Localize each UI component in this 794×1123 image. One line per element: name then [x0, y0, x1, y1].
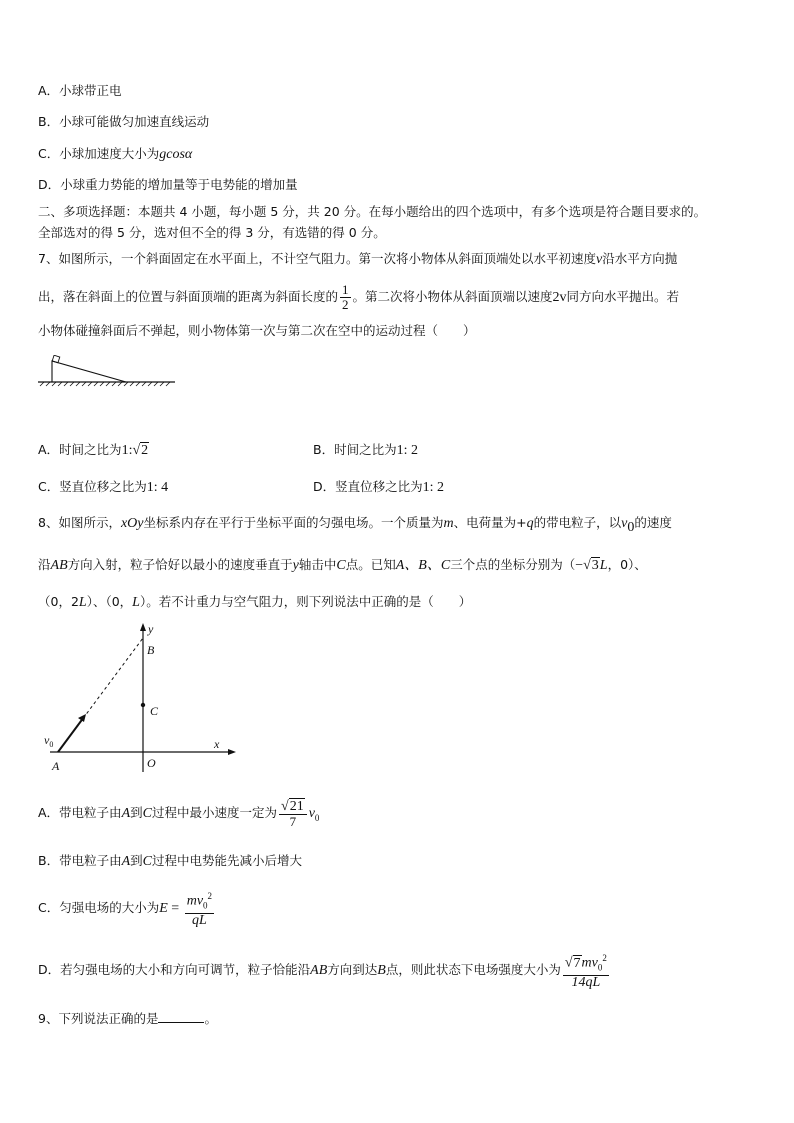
q8-line2: [38, 556, 647, 575]
c-label: C: [150, 704, 159, 718]
q8-abc: A、B、C: [395, 558, 451, 573]
q8-text-3b: ）、（0，: [86, 594, 133, 609]
q7-v: v: [595, 252, 603, 267]
q7-opt-d-math: 1: 2: [422, 480, 445, 495]
q7-opt-b-math: 1: 2: [396, 443, 418, 458]
q8-xoy: xOy: [120, 516, 144, 531]
x-label: x: [214, 737, 220, 751]
q7-line3: 小物体碰撞斜面后不弹起，则小物体第一次与第二次在空中的运动过程（ ）: [38, 323, 476, 338]
q8-ab: AB: [50, 558, 68, 573]
q7-opt-c-math: 1: 4: [146, 480, 169, 495]
q6-option-c: [38, 145, 192, 164]
q6-option-c-math: gcosα: [159, 147, 193, 162]
q8-text-2c: 轴击中: [298, 557, 337, 572]
q8-opt-c-fraction: $\frac{mv_0^2}{qL}$: [186, 891, 213, 928]
q7-line1: [38, 250, 677, 269]
q8-m: m: [443, 516, 454, 531]
q7-option-d: [313, 478, 444, 497]
q7-2v: 2v: [552, 290, 567, 305]
q6-option-b: B．小球可能做匀加速直线运动: [38, 114, 210, 129]
q8-opt-a-fraction: $\frac{√21}{7}$: [279, 799, 307, 829]
q7-frac-num: 1: [342, 282, 349, 297]
q8-text-1a: 8、如图所示，: [38, 515, 121, 530]
q8-text-1d: 的带电粒子，以: [533, 515, 622, 530]
q8-text-1b: 坐标系内存在平行于坐标平面的匀强电场。一个质量为: [143, 515, 444, 530]
q7-text-2c: 同方向水平抛出。若: [566, 289, 680, 304]
q8-text-2a: 沿: [38, 557, 51, 572]
q9-line: [38, 1010, 217, 1028]
q9-end: 。: [204, 1011, 217, 1026]
q7-fraction: [340, 283, 351, 312]
q8-coordinate-figure: [38, 620, 248, 775]
q8-v0-sub: 0: [627, 519, 635, 535]
q7-opt-a-radicand: 2: [141, 443, 149, 458]
q7-option-b: [313, 441, 418, 460]
q7-opt-c-text: C．竖直位移之比为: [38, 479, 147, 494]
section2-line2: 全部选对的得 5 分，选对但不全的得 3 分，有选错的得 0 分。: [38, 225, 386, 240]
q7-option-c: [38, 478, 168, 497]
q7-option-a: [38, 441, 149, 460]
section2-line1: 二、多项选择题：本题共 4 小题，每小题 5 分，共 20 分。在每小题给出的四个选项中，有多个选项是符合题目要求的。: [38, 204, 707, 219]
v0-label: $v_0$: [44, 733, 54, 749]
point-c: [141, 703, 145, 707]
q8-text-3a: （0，2: [38, 594, 79, 609]
q8-text-3c: ）。若不计重力与空气阻力，则下列说法中正确的是（ ）: [139, 594, 472, 609]
velocity-arrow: [58, 717, 84, 752]
q8-v0: $v_0$: [621, 516, 635, 535]
q9-text: 9、下列说法正确的是: [38, 1011, 159, 1026]
q7-opt-d-text: D．竖直位移之比为: [313, 479, 423, 494]
q7-text-2a: 出，落在斜面上的位置与斜面顶端的距离为斜面长度的: [38, 289, 339, 304]
q7-line2: [38, 282, 679, 313]
q6-option-a: A．小球带正电: [38, 83, 122, 98]
a-label: A: [52, 759, 60, 773]
q8-coord-a: −√3L: [575, 558, 608, 573]
ground-hatch: [40, 382, 170, 386]
q7-opt-a-text: A．时间之比为: [38, 442, 122, 457]
q8-text-2f: ，0）、: [607, 557, 647, 572]
q8-text-1c: 、电荷量为+: [453, 515, 527, 530]
q7-incline-figure: [38, 355, 178, 390]
q7-text-2b: 。第二次将小物体从斜面顶端以速度: [352, 289, 553, 304]
x-axis-arrow: [228, 749, 236, 755]
b-label: B: [147, 643, 155, 657]
q8-L1: L: [78, 595, 87, 610]
q8-line1: [38, 514, 672, 537]
q7-frac-den: 2: [342, 297, 349, 312]
q8-text-2e: 三个点的坐标分别为（: [450, 557, 576, 572]
q7-opt-a-sqrt: √2: [132, 443, 149, 458]
q8-option-a: A．带电粒子由A到C过程中最小速度一定为 $\frac{√21}{7}$ $v_0$: [38, 798, 320, 829]
q7-text-1a: 7、如图所示，一个斜面固定在水平面上，不计空气阻力。第一次将小物体从斜面顶端处以水平初速度: [38, 251, 596, 266]
q8-text-2d: 点。已知: [345, 557, 396, 572]
q8-option-b: B．带电粒子由A到C过程中电势能先减小后增大: [38, 853, 303, 869]
q7-opt-a-math: 1:: [121, 443, 133, 458]
q8-q: q: [526, 516, 534, 531]
q8-opt-d-fraction: $\frac{√7mv_0^2}{14qL}$: [564, 953, 607, 990]
q8-L2: L: [132, 595, 140, 610]
q8-text-2b: 方向入射，粒子恰好以最小的速度垂直于: [67, 557, 293, 572]
q7-text-1b: 沿水平方向抛: [602, 251, 678, 266]
q8-y: y: [292, 558, 299, 573]
q8-option-c: C．匀强电场的大小为E = $\frac{mv_0^2}{qL}$: [38, 891, 213, 928]
q6-option-d: D．小球重力势能的增加量等于电势能的增加量: [38, 177, 298, 192]
y-label: y: [148, 622, 154, 636]
q9-answer-blank[interactable]: [158, 1010, 204, 1023]
q8-text-1e: 的速度: [634, 515, 672, 530]
q7-opt-b-text: B．时间之比为: [313, 442, 397, 457]
q8-option-d: D．若匀强电场的大小和方向可调节，粒子恰能沿AB方向到达B点，则此状态下电场强度大小为 $\frac{√7mv_0^2}{14qL}$: [38, 953, 607, 990]
q8-c: C: [336, 558, 346, 573]
y-axis-arrow: [140, 623, 146, 631]
q6-option-c-text: C．小球加速度大小为: [38, 146, 160, 161]
o-label: O: [147, 756, 156, 770]
incline-triangle: [52, 361, 126, 382]
q8-line3: [38, 593, 471, 612]
